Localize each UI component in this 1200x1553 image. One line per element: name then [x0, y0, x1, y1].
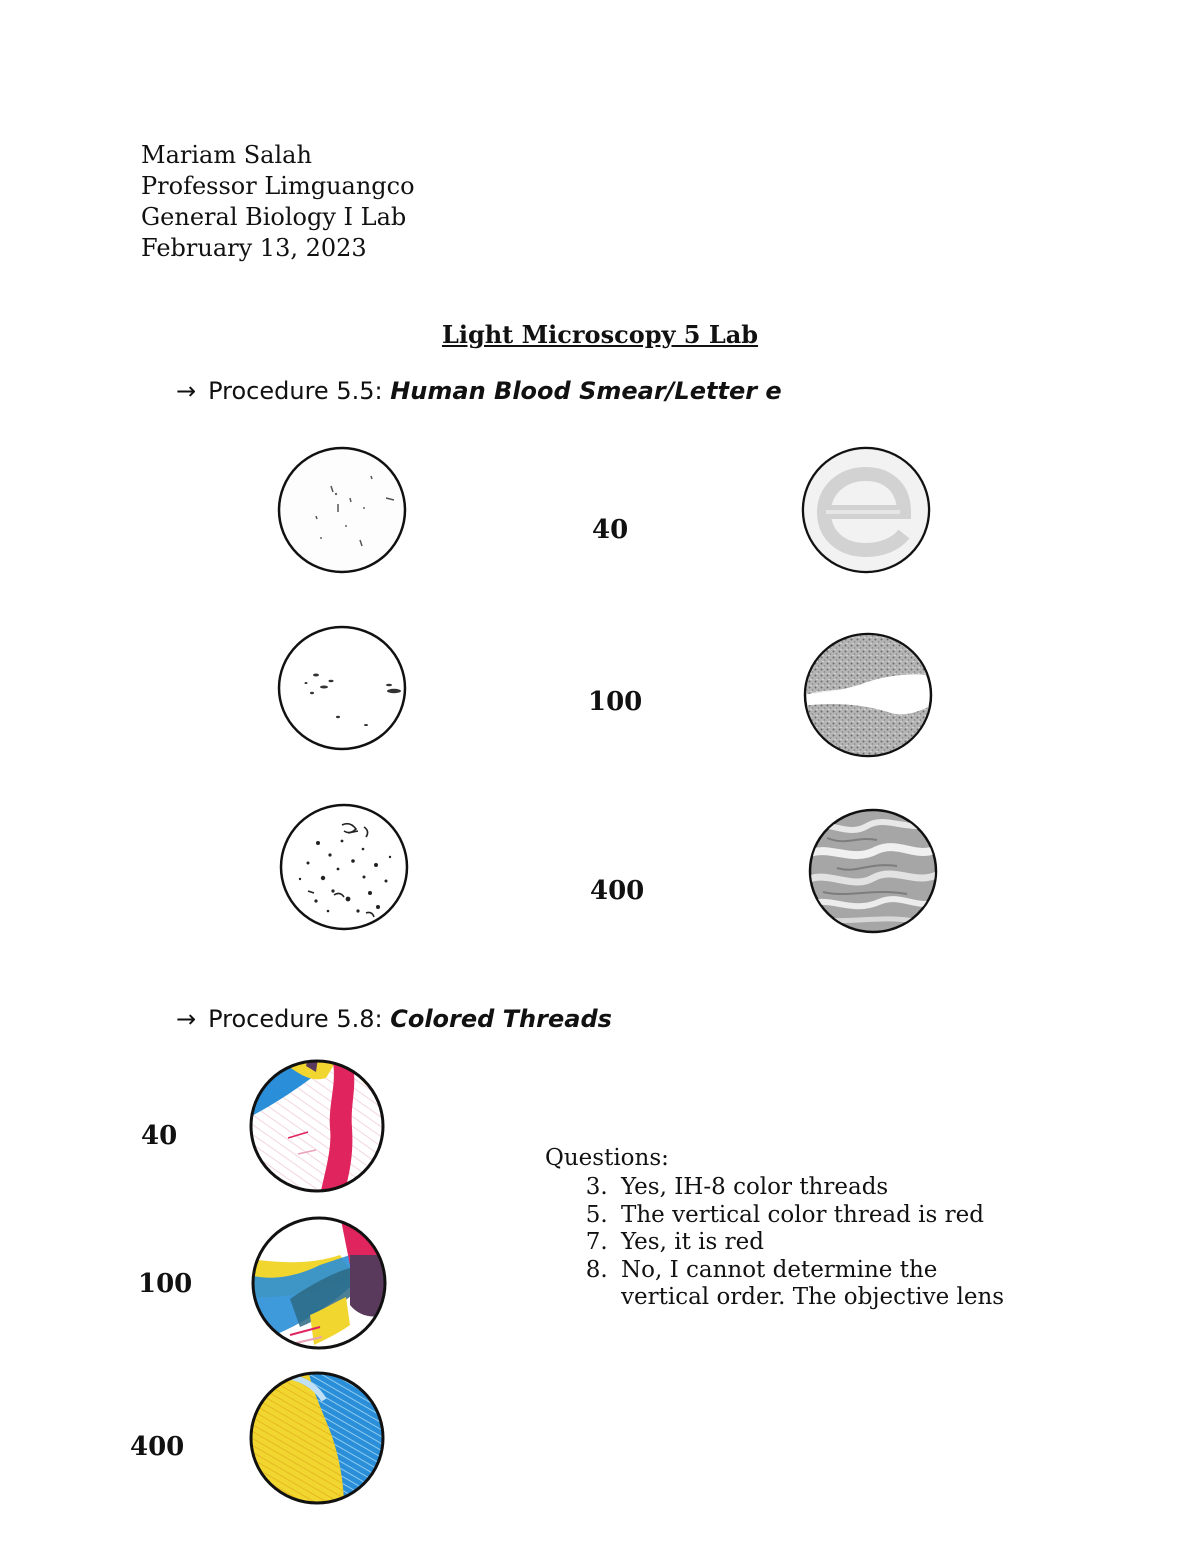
page-title: Light Microscopy 5 Lab [441, 320, 759, 349]
procedure-5-5-heading [176, 377, 782, 405]
blood-smear-100x-drawing [276, 625, 408, 753]
magnification-label-400: 400 [130, 1432, 185, 1462]
arrow-icon: → [176, 377, 197, 405]
question-answer-3: 3. Yes, IH-8 color threads [615, 1174, 1021, 1202]
report-date: February 13, 2023 [141, 234, 367, 262]
procedure-5-5-label: Procedure 5.5: [208, 377, 391, 405]
procedure-5-8-heading [176, 1005, 612, 1033]
colored-threads-40x-drawing [248, 1058, 386, 1195]
question-answer-5: 5. The vertical color thread is red [615, 1202, 1021, 1230]
question-answer-7: 7. Yes, it is red [615, 1229, 1001, 1257]
magnification-label-40: 40 [592, 515, 629, 545]
procedure-5-8-subject: Colored Threads [390, 1005, 612, 1033]
arrow-icon: → [176, 1005, 197, 1033]
colored-threads-100x-drawing [250, 1215, 388, 1352]
magnification-label-100: 100 [588, 687, 643, 717]
letter-e-400x-drawing [807, 808, 939, 936]
professor-name: Professor Limguangco [141, 172, 415, 200]
blood-smear-400x-drawing [278, 803, 410, 933]
letter-e-40x-drawing [800, 446, 932, 576]
magnification-label-400: 400 [590, 876, 645, 906]
questions-list [545, 1174, 1021, 1312]
questions-title: Questions: [545, 1145, 669, 1171]
course-name: General Biology I Lab [141, 203, 407, 231]
questions-section [545, 1145, 1021, 1312]
magnification-label-100: 100 [138, 1269, 193, 1299]
letter-e-100x-drawing [802, 632, 934, 760]
procedure-5-5-subject: Human Blood Smear/Letter e [390, 377, 782, 405]
author-block [141, 140, 415, 264]
question-answer-8: 8. No, I cannot determine the vertical order. The objective lens [615, 1257, 1021, 1312]
blood-smear-40x-drawing [276, 446, 408, 576]
magnification-label-40: 40 [141, 1121, 178, 1151]
author-name: Mariam Salah [141, 141, 312, 169]
procedure-5-8-label: Procedure 5.8: [208, 1005, 391, 1033]
colored-threads-400x-drawing [248, 1370, 386, 1507]
